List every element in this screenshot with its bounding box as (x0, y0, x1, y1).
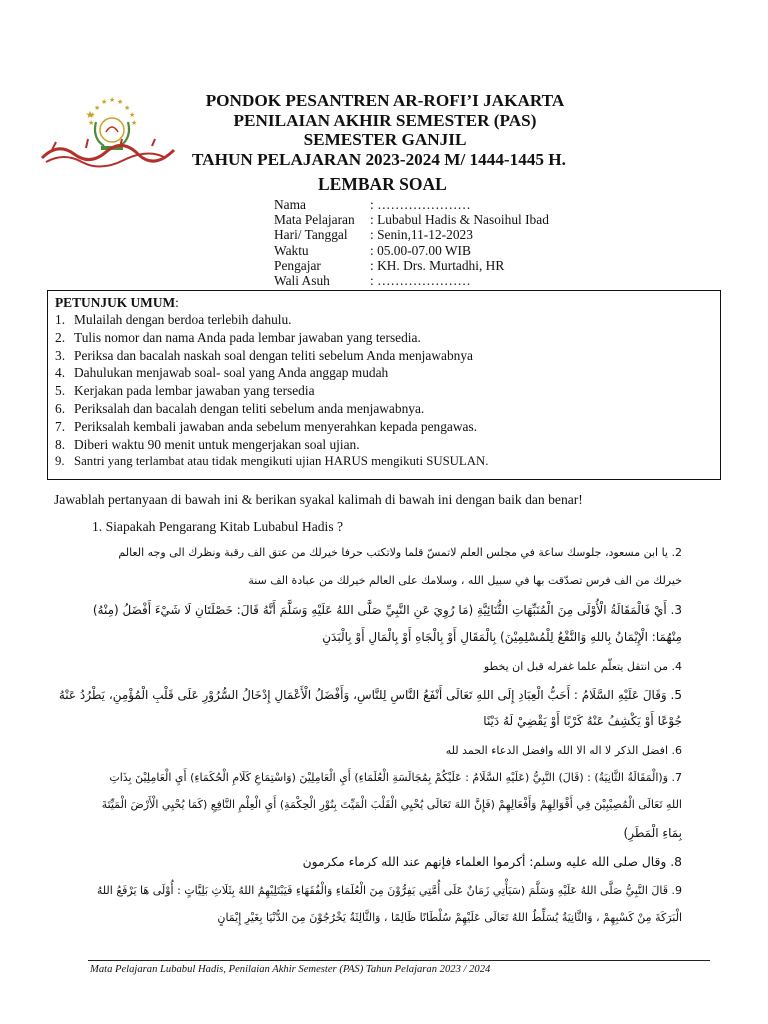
info-label: Pengajar (274, 257, 321, 273)
instruction-item: 7. Periksalah kembali jawaban anda sebelum menyerahkan kepada pengawas. (55, 418, 478, 434)
info-row-mata-pelajaran (274, 212, 549, 227)
question-5-line-2: جُوْعًا أَوْ يَكْشِفُ عَنْهُ كَرْبًا أَوْ يَقْضِيْ لَهُ دَيْنًا (483, 714, 682, 728)
info-row-wali-asuh (274, 273, 549, 288)
question-2-line-1: 2. يا ابن مسعود، جلوسك ساعة في مجلس العلم لاتمسّ قلما ولاتكتب حرفا خيرلك من عتق الف رقبة ونظرك الى وجه العالم (118, 546, 682, 559)
info-value: : ………………… (370, 197, 471, 212)
instructions-intro: Jawablah pertanyaan di bawah ini & berikan syakal kalimah di bawah ini dengan baik dan benar! (54, 492, 583, 507)
info-row-waktu (274, 243, 549, 258)
svg-text:★: ★ (117, 98, 124, 106)
instruction-item: 2. Tulis nomor dan nama Anda pada lembar jawaban yang tersedia. (55, 329, 421, 345)
instruction-item: 4. Dahulukan menjawab soal- soal yang Anda anggap mudah (55, 365, 389, 381)
question-1: 1. Siapakah Pengarang Kitab Lubabul Hadis ? (92, 519, 344, 534)
question-7-line-1: 7. وَ(الْمَقَالَةُ الثَّانِيَةُ) : (قَالَ) النَّبِيُّ (عَلَيْهِ السَّلَامُ : عَلَيْكُمْ بِمُجَالَسَةِ الْعُلَمَاءِ) أَيِ الْعَامِلِيْنَ (وَاسْتِمَاعِ كَلَامِ الْحُكَمَاءِ) أَيِ الْعَامِلِيْنَ بِذَاتِ (109, 771, 682, 784)
student-info (274, 197, 549, 288)
info-row-pengajar (274, 258, 549, 273)
question-3-line-2: مِنْهُمَا: الْإِيْمَانُ بِاللهِ وَالنَّفْعُ لِلْمُسْلِمِيْنَ) بِالْمَقَالِ أَوْ بِالْجَاهِ أَوْ بِالْمَالِ أَوْ بِالْبَدَنِ (322, 630, 682, 644)
svg-text:★: ★ (94, 104, 101, 112)
school-logo (28, 92, 188, 172)
question-8: 8. وقال صلى الله عليه وسلم: أكرموا العلماء فإنهم عند الله كرماء مكرمون (302, 855, 682, 869)
info-row-nama (274, 197, 549, 212)
instruction-item: 3. Periksa dan bacalah naskah soal dengan teliti sebelum Anda menjawabnya (55, 347, 473, 363)
info-label: Wali Asuh (274, 273, 330, 289)
svg-text:★: ★ (131, 119, 138, 127)
info-label: Mata Pelajaran (274, 212, 355, 228)
question-6: 6. افضل الذكر لا اله الا الله وافضل الدعاء الحمد لله (445, 744, 682, 757)
info-value: : ………………… (370, 273, 471, 289)
document-header (180, 91, 590, 169)
info-label: Hari/ Tanggal (274, 227, 348, 243)
svg-text:★: ★ (101, 98, 108, 106)
info-label: Nama (274, 197, 306, 212)
info-value: : Senin,11-12-2023 (370, 227, 473, 243)
question-5-line-1: 5. وَقَالَ عَلَيْهِ السَّلَامُ : أَحَبُّ الْعِبَادِ إِلَى اللهِ تَعَالَى أَنْفَعُ النَّاسِ لِلنَّاسِ، وَأَفْضَلُ الْأَعْمَالِ إِدْخَالُ السُّرُوْرِ عَلَى قَلْبِ الْمُؤْمِنِ، يَطْرُدُ عَنْهُ (58, 688, 682, 702)
academic-year: TAHUN PELAJARAN 2023-2024 M/ 1444-1445 H. (192, 149, 566, 169)
instruction-item: 9. Santri yang terlambat atau tidak mengikuti ujian HARUS mengikuti SUSULAN. (55, 454, 489, 469)
semester-name: SEMESTER GANJIL (303, 130, 467, 149)
instruction-item: 5. Kerjakan pada lembar jawaban yang tersedia (55, 383, 315, 399)
info-value: : 05.00-07.00 WIB (370, 242, 471, 258)
instructions-box (47, 290, 721, 480)
footer-divider (88, 960, 710, 961)
info-row-hari-tanggal (274, 227, 549, 242)
instructions-title: PETUNJUK UMUM: (55, 295, 179, 310)
question-9-line-2: الْبَرَكَةَ مِنْ كَسْبِهِمْ ، وَالثَّانِيَةُ يُسَلِّطُ اللهُ تَعَالَى عَلَيْهِمْ سُلْطَانًا ظَالِمًا ، وَالثَّالِثَةُ يَخْرُجُوْنَ مِنَ الدُّنْيَا بِغَيْرِ إِيْمَانٍ (217, 911, 682, 924)
question-7-line-2: اللهِ تَعَالَى الْمُصِيْبِيْنَ فِي أَقْوَالِهِمْ وَأَفْعَالِهِمْ (فَإِنَّ اللهَ تَعَالَى يُحْيِي الْقَلْبَ الْمَيِّتَ بِنُوْرِ الْحِكْمَةِ) أَيِ الْعِلْمِ النَّافِعِ (كَمَا يُحْيِي الْأَرْضَ الْمَيِّتَةَ (101, 798, 682, 811)
sheet-title: LEMBAR SOAL (318, 174, 447, 194)
svg-text:★: ★ (109, 96, 116, 104)
exam-name: PENILAIAN AKHIR SEMESTER (PAS) (233, 110, 537, 130)
question-7-line-3: بِمَاءِ الْمَطَرِ) (623, 826, 682, 840)
instruction-item: 8. Diberi waktu 90 menit untuk mengerjakan soal ujian. (55, 436, 360, 452)
info-label: Waktu (274, 242, 309, 258)
info-value: : KH. Drs. Murtadhi, HR (370, 257, 505, 273)
page-footer: Mata Pelajaran Lubabul Hadis, Penilaian Akhir Semester (PAS) Tahun Pelajaran 2023 / 2024 (90, 964, 491, 975)
question-4: 4. من انتقل يتعلّم علما غفرله قبل ان يخطو (483, 660, 682, 673)
question-9-line-1: 9. قَالَ النَّبِيُّ صَلَّى اللهُ عَلَيْهِ وَسَلَّمَ (سَيَأْتِي زَمَانٌ عَلَى أُمَّتِي يَفِرُّوْنَ مِنَ الْعُلَمَاءِ وَالْفُقَهَاءِ فَيَبْتَلِيْهِمُ اللهُ بِثَلَاثِ بَلِيَّاتٍ : أُوْلَى هَا يَرْفَعُ اللهُ (96, 884, 682, 897)
svg-text:★: ★ (88, 119, 95, 127)
question-2-line-2: خيرلك من الف فرس تصدّقت بها في سبيل الله ، وسلامك على العالم خيرلك من عبادة الف سنة (248, 574, 682, 587)
svg-text:★: ★ (89, 111, 96, 119)
instruction-item: 6. Periksalah dan bacalah dengan teliti sebelum anda menjawabnya. (55, 400, 425, 416)
info-value: : Lubabul Hadis & Nasoihul Ibad (370, 212, 549, 228)
school-name: PONDOK PESANTREN AR-ROFI’I JAKARTA (205, 91, 565, 110)
question-3-line-1: 3. أَيْ فَالْمَقَالَةُ الْأُوْلَى مِنَ الْمُنَبِّهَاتِ الثُّنَائِيَّةِ (مَا رُوِيَ عَنِ النَّبِيِّ صَلَّى اللهُ عَلَيْهِ وَسَلَّمَ أَنَّهُ قَالَ: خَصْلَتَانِ لَا شَيْءَ أَفْضَلُ (مِنْهُ) (92, 603, 682, 617)
svg-text:★: ★ (129, 111, 136, 119)
svg-text:★: ★ (124, 104, 131, 112)
instruction-item: 1. Mulailah dengan berdoa terlebih dahulu. (55, 312, 292, 327)
